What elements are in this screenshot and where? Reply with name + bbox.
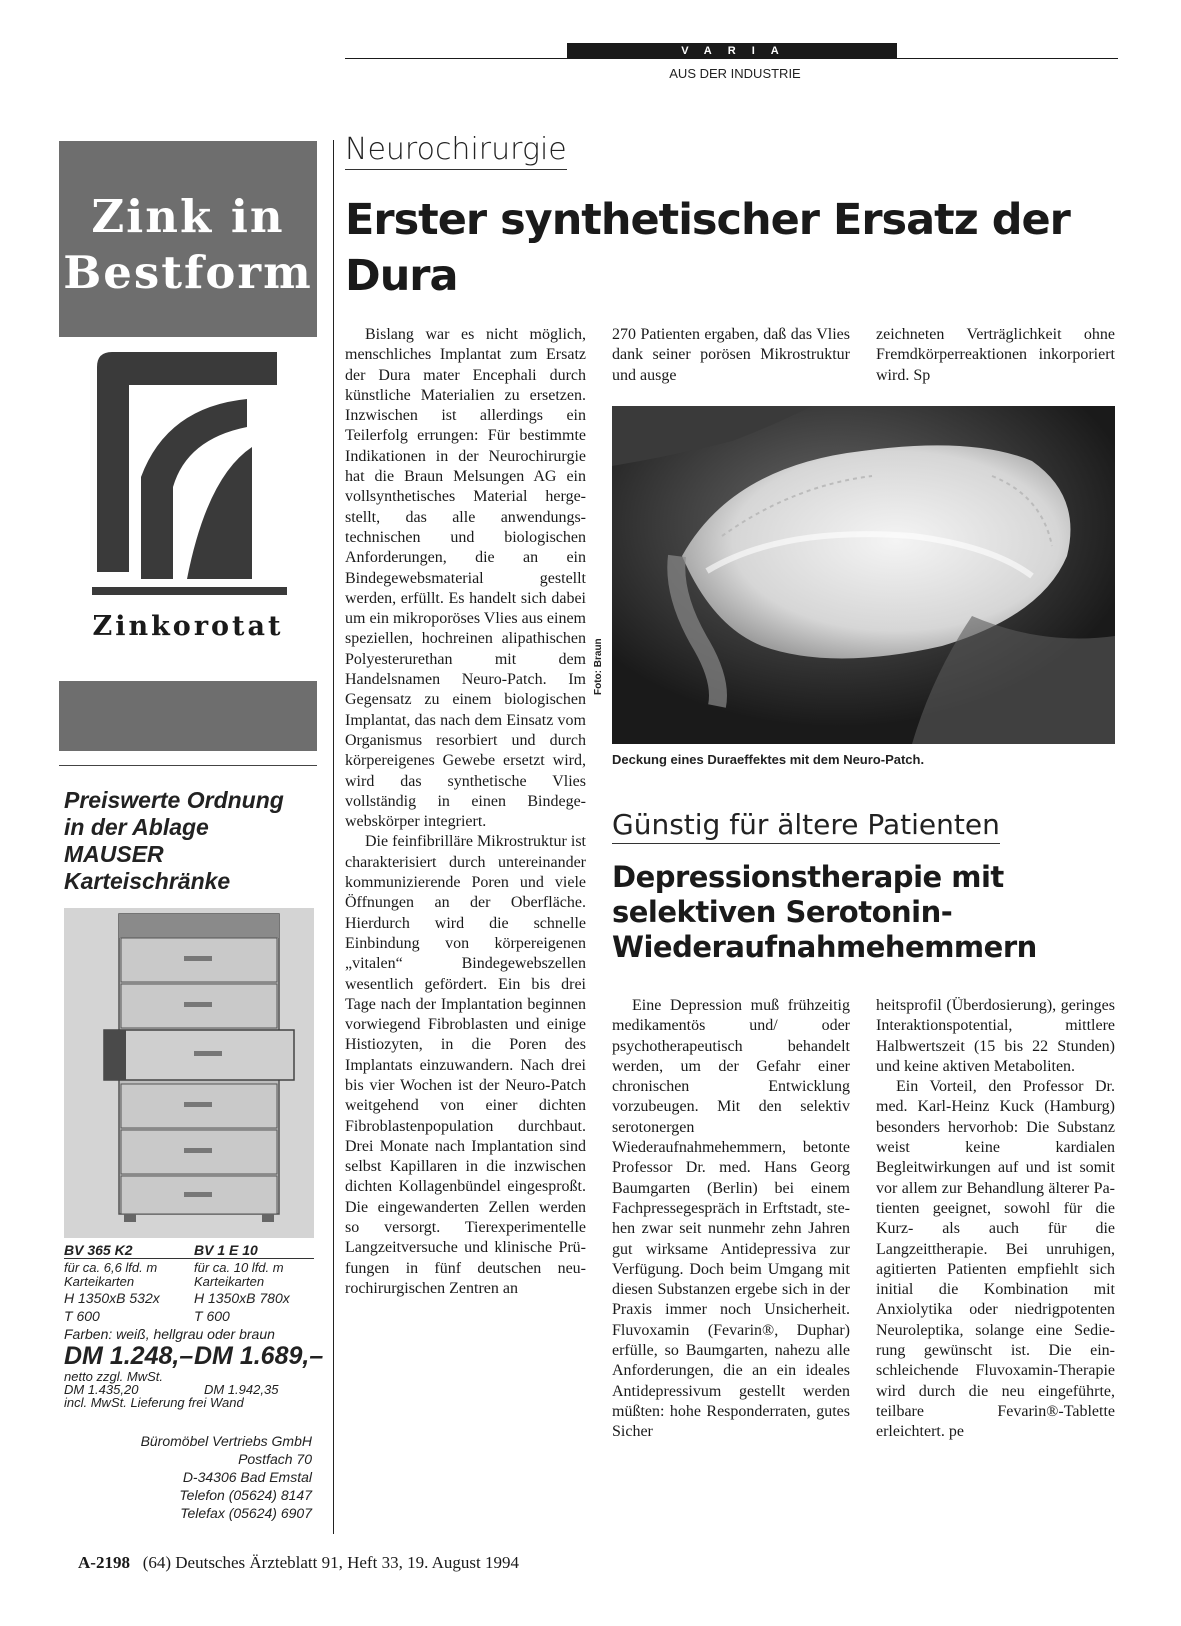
journal-citation: (64) Deutsches Ärzteblatt 91, Heft 33, 19. August 1994	[142, 1553, 519, 1572]
header-rule	[345, 58, 1118, 59]
article1-column-1	[345, 325, 586, 1299]
article1-kicker: Neurochirurgie	[345, 131, 567, 170]
page-footer	[78, 1553, 519, 1573]
spec-row: Karteikarten Karteikarten	[64, 1274, 265, 1289]
mauser-dealer-address: Büromöbel Vertriebs GmbH Postfach 70 D-34306 Bad Emstal Telefon (05624) 8147 Telefax (05624) 6907	[140, 1433, 312, 1521]
article2-kicker: Günstig für ältere Patienten	[612, 807, 1000, 844]
photo-caption: Deckung eines Duraeffektes mit dem Neuro-Patch.	[612, 752, 925, 767]
price-small-cabinet: DM 1.248,–	[64, 1342, 194, 1370]
spec-row: T 600 T 600	[64, 1308, 230, 1324]
zink-logo-icon	[77, 347, 299, 607]
paragraph: 270 Patienten ergaben, daß das Vlies dank seiner porösen Mikrostruktur und ausge	[612, 326, 850, 384]
paragraph: Eine Depression muß frühzeitig medikamentös und/ oder psychotherapeutisch behandelt werden, um der Gefahr einer chronischen Entwicklung vorzubeugen. Mit den selektiv serotonergen Wiederaufnahmehemmern, betonte Professor Dr. med. Hans Georg Baumgarten (Berlin) bei einem Fachpressegespräch in Erftstadt, stehen zwar seit nunmehr zehn Jahren gut wirksame Antidepressiva zur Verfügung. Doch beim Umgang mit diesen Substanzen ergebe sich in der Praxis immer noch Unsicherheit. Fluvoxamin (Fevarin®, Duphar) erfülle, so Baumgarten, nahezu alle Anforderungen, die an ein ideales Antidepressivum gestellt werden müßten: hohe Responderraten, gutes Sicher	[612, 997, 850, 1441]
section-label: AUS DER INDUSTRIE	[669, 66, 801, 81]
spec-colors: Farben: weiß, hellgrau oder braun	[64, 1326, 275, 1342]
price-large-cabinet: DM 1.689,–	[194, 1342, 324, 1370]
zink-ad-title: Zink in Bestform	[63, 190, 313, 299]
spec-row: H 1350xB 532x H 1350xB 780x	[64, 1290, 290, 1306]
spec-model-row: BV 365 K2 BV 1 E 10	[64, 1243, 314, 1259]
page-number: A-2198	[78, 1553, 130, 1572]
mauser-prices	[64, 1342, 324, 1371]
paragraph: heitsprofil (Überdosierung), geringes Interaktionspotential, mittlere Halbwertszeit (15 bis 22 Stunden) und keine aktiven Metaboliten.	[876, 997, 1115, 1075]
article2-headline: Depressionstherapie mit selektiven Serotonin- Wiederaufnahmehemmern	[612, 860, 1037, 964]
article2-column-1	[612, 996, 850, 1443]
article1-column-3	[876, 325, 1115, 386]
filing-cabinet-image	[64, 908, 314, 1238]
column-divider	[333, 140, 334, 1534]
mauser-spec-table	[64, 1243, 314, 1341]
article1-column-2	[612, 325, 850, 386]
zink-product-name: Zinkorotat	[92, 611, 284, 642]
dura-surgery-image	[612, 406, 1115, 744]
paragraph: Bislang war es nicht möglich, menschliches Implantat zum Ersatz der Dura mater Encephali durch künstliche Materialien zu ersetzen. Inzwischen ist allerdings ein Teilerfolg errungen: Für bestimmte Indikationen in der Neurochirurgie hat die Braun Melsungen AG ein vollsynthetisches Material hergestellt, das alle anwendungstechnischen und biologischen Anforderungen, die an ein Bindegewebsmaterial gestellt werden, erfüllt. Es handelt sich dabei um ein mikroporöses Vlies aus einem speziellen, hochreinen alipathischen Polyesterurethan mit dem Handelsnamen Neuro-Patch. Im Gegensatz zu einem biologischen Implantat, das nach dem Einsatz vom Organismus resorbiert und durch körpereigenes Gewebe ersetzt wird, wird das synthetische Vlies vollständig in einen Bindegewebskörper integriert.	[345, 326, 586, 831]
photo-credit: Foto: Braun	[593, 638, 604, 695]
zink-logo-panel	[59, 337, 317, 617]
section-banner: VARIA	[567, 43, 897, 59]
article2-column-2	[876, 996, 1115, 1443]
spec-row: für ca. 6,6 lfd. m für ca. 10 lfd. m	[64, 1260, 284, 1275]
mauser-ad-headline: Preiswerte Ordnung in der Ablage MAUSER Karteischränke	[64, 787, 284, 894]
paragraph: zeichneten Verträglichkeit ohne Fremdkörperreaktionen inkorporiert wird. Sp	[876, 326, 1115, 384]
ad-divider	[59, 765, 317, 766]
article1-headline: Erster synthetischer Ersatz der Dura	[345, 195, 1070, 301]
paragraph: Ein Vorteil, den Professor Dr. med. Karl-Heinz Kuck (Hamburg) besonders hervorhob: Die Substanz weist keine kardialen Begleitwirkungen auf und ist somit vor allem zur Behandlung älterer Patienten geeignet, sowohl für die Kurz- als auch für die Langzeittherapie. Bei unruhigen, agitierten Patienten empfiehlt sich initial die Kombination mit Anxiolytika oder niedrigpotenten Neuroleptika, solange eine Sedierung gewünscht ist. Die einschleichende Fluvoxamin-Therapie wird durch die neu eingeführte, teilbare Fevarin®-Tablette erleichtert. pe	[876, 1078, 1115, 1441]
mauser-price-notes: netto zzgl. MwSt. DM 1.435,20 DM 1.942,35 incl. MwSt. Lieferung frei Wand	[64, 1369, 279, 1410]
zink-advertisement	[59, 141, 317, 751]
neuro-patch-photo	[612, 406, 1115, 744]
paragraph: Die feinfibrilläre Mikrostruktur ist charakterisiert durch untereinander kommunizierende Poren und viele Öffnungen an der Oberfläche. Hierdurch wird die schnelle Einbindung von körpereigenen „vitalen“ Bindegewebszellen wesentlich gefördert. Ein bis drei Tage nach der Implantation beginnen vorwiegend Fibroblasten und einige Histiozyten, in die Poren des Implantats einzuwandern. Nach drei bis vier Wochen ist der Neuro-Patch weitgehend von einer dichten Fibroblastenpopulation durchbaut. Drei Monate nach Implantation sind selbst Kapillaren in die inzwischen dichten Kollagenbündel eingesproßt. Die eingewanderten Zellen werden so versorgt. Tierexperimentelle Langzeitversuche und klinische Prüfungen in fünf deutschen neurochirurgischen Zentren an	[345, 833, 586, 1297]
zink-ad-strip	[59, 681, 317, 751]
